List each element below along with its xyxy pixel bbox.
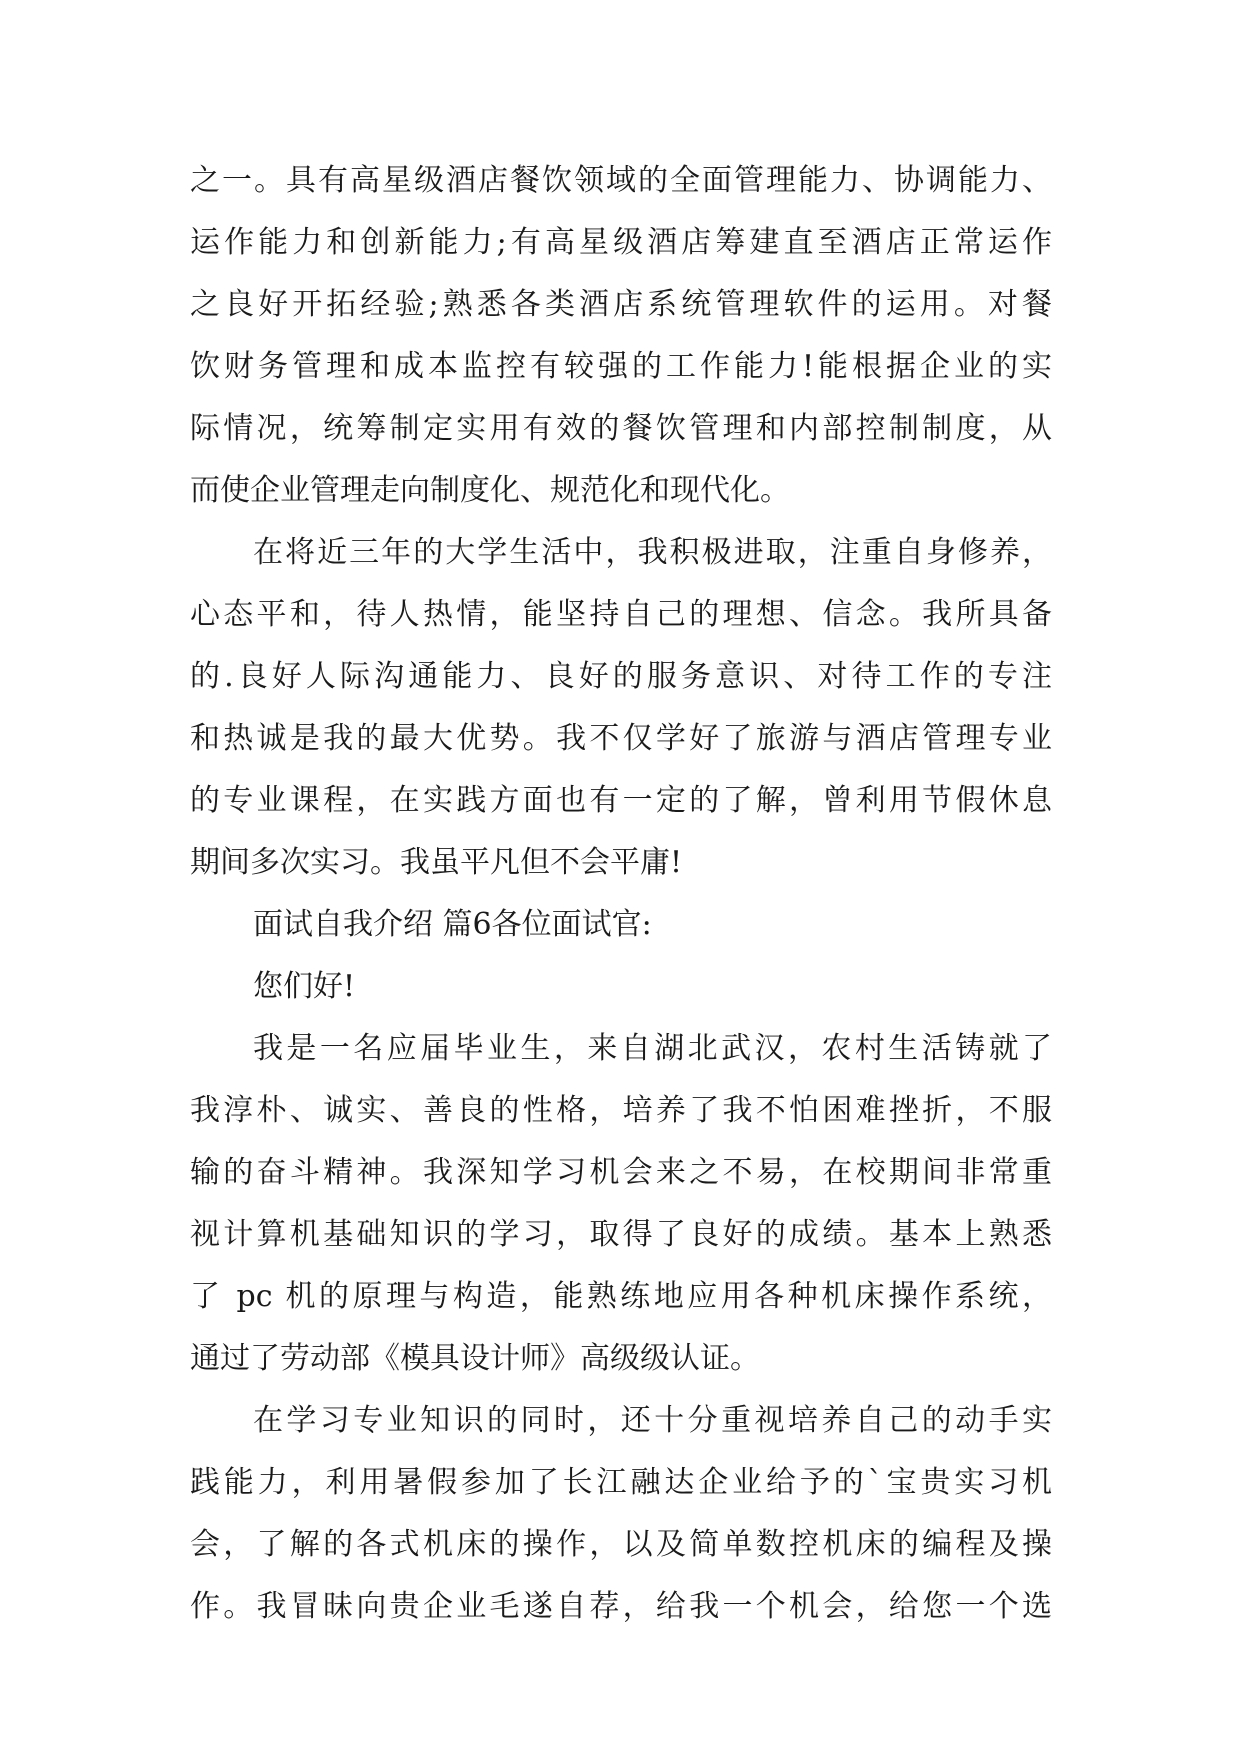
text-line: 的专业课程，在实践方面也有一定的了解，曾利用节假休息 (190, 783, 1052, 818)
text-line: 际情况，统筹制定实用有效的餐饮管理和内部控制制度，从 (190, 411, 1052, 446)
greeting-line: 您们好! (253, 969, 356, 1004)
paragraph-first-line: 我是一名应届毕业生，来自湖北武汉，农村生活铸就了 (253, 1031, 1052, 1066)
text-line: 期间多次实习。我虽平凡但不会平庸! (190, 845, 683, 880)
text-line: 而使企业管理走向制度化、规范化和现代化。 (190, 473, 790, 508)
text-line: 通过了劳动部《模具设计师》高级级认证。 (190, 1341, 760, 1376)
paragraph-first-line: 在学习专业知识的同时，还十分重视培养自己的动手实 (253, 1403, 1052, 1438)
text-line: 践能力，利用暑假参加了长江融达企业给予的`宝贵实习机 (190, 1465, 1052, 1500)
text-line: 作。我冒昧向贵企业毛遂自荐，给我一个机会，给您一个选 (190, 1589, 1052, 1624)
text-line: 的.良好人际沟通能力、良好的服务意识、对待工作的专注 (190, 659, 1052, 694)
text-line: 运作能力和创新能力;有高星级酒店筹建直至酒店正常运作 (190, 225, 1052, 260)
text-line: 输的奋斗精神。我深知学习机会来之不易，在校期间非常重 (190, 1155, 1052, 1190)
text-line: 了 pc 机的原理与构造，能熟练地应用各种机床操作系统， (190, 1279, 1052, 1314)
text-line: 视计算机基础知识的学习，取得了良好的成绩。基本上熟悉 (190, 1217, 1052, 1252)
text-line: 心态平和，待人热情，能坚持自己的理想、信念。我所具备 (190, 597, 1052, 632)
section-heading: 面试自我介绍 篇6各位面试官: (253, 907, 652, 942)
paragraph-first-line: 在将近三年的大学生活中，我积极进取，注重自身修养， (253, 535, 1052, 570)
text-line: 和热诚是我的最大优势。我不仅学好了旅游与酒店管理专业 (190, 721, 1052, 756)
text-line: 我淳朴、诚实、善良的性格，培养了我不怕困难挫折，不服 (190, 1093, 1052, 1128)
text-line: 之一。具有高星级酒店餐饮领域的全面管理能力、协调能力、 (190, 163, 1052, 198)
text-line: 会，了解的各式机床的操作，以及简单数控机床的编程及操 (190, 1527, 1052, 1562)
text-line: 之良好开拓经验;熟悉各类酒店系统管理软件的运用。对餐 (190, 287, 1052, 322)
text-line: 饮财务管理和成本监控有较强的工作能力!能根据企业的实 (190, 349, 1052, 384)
document-page (190, 150, 1052, 1638)
